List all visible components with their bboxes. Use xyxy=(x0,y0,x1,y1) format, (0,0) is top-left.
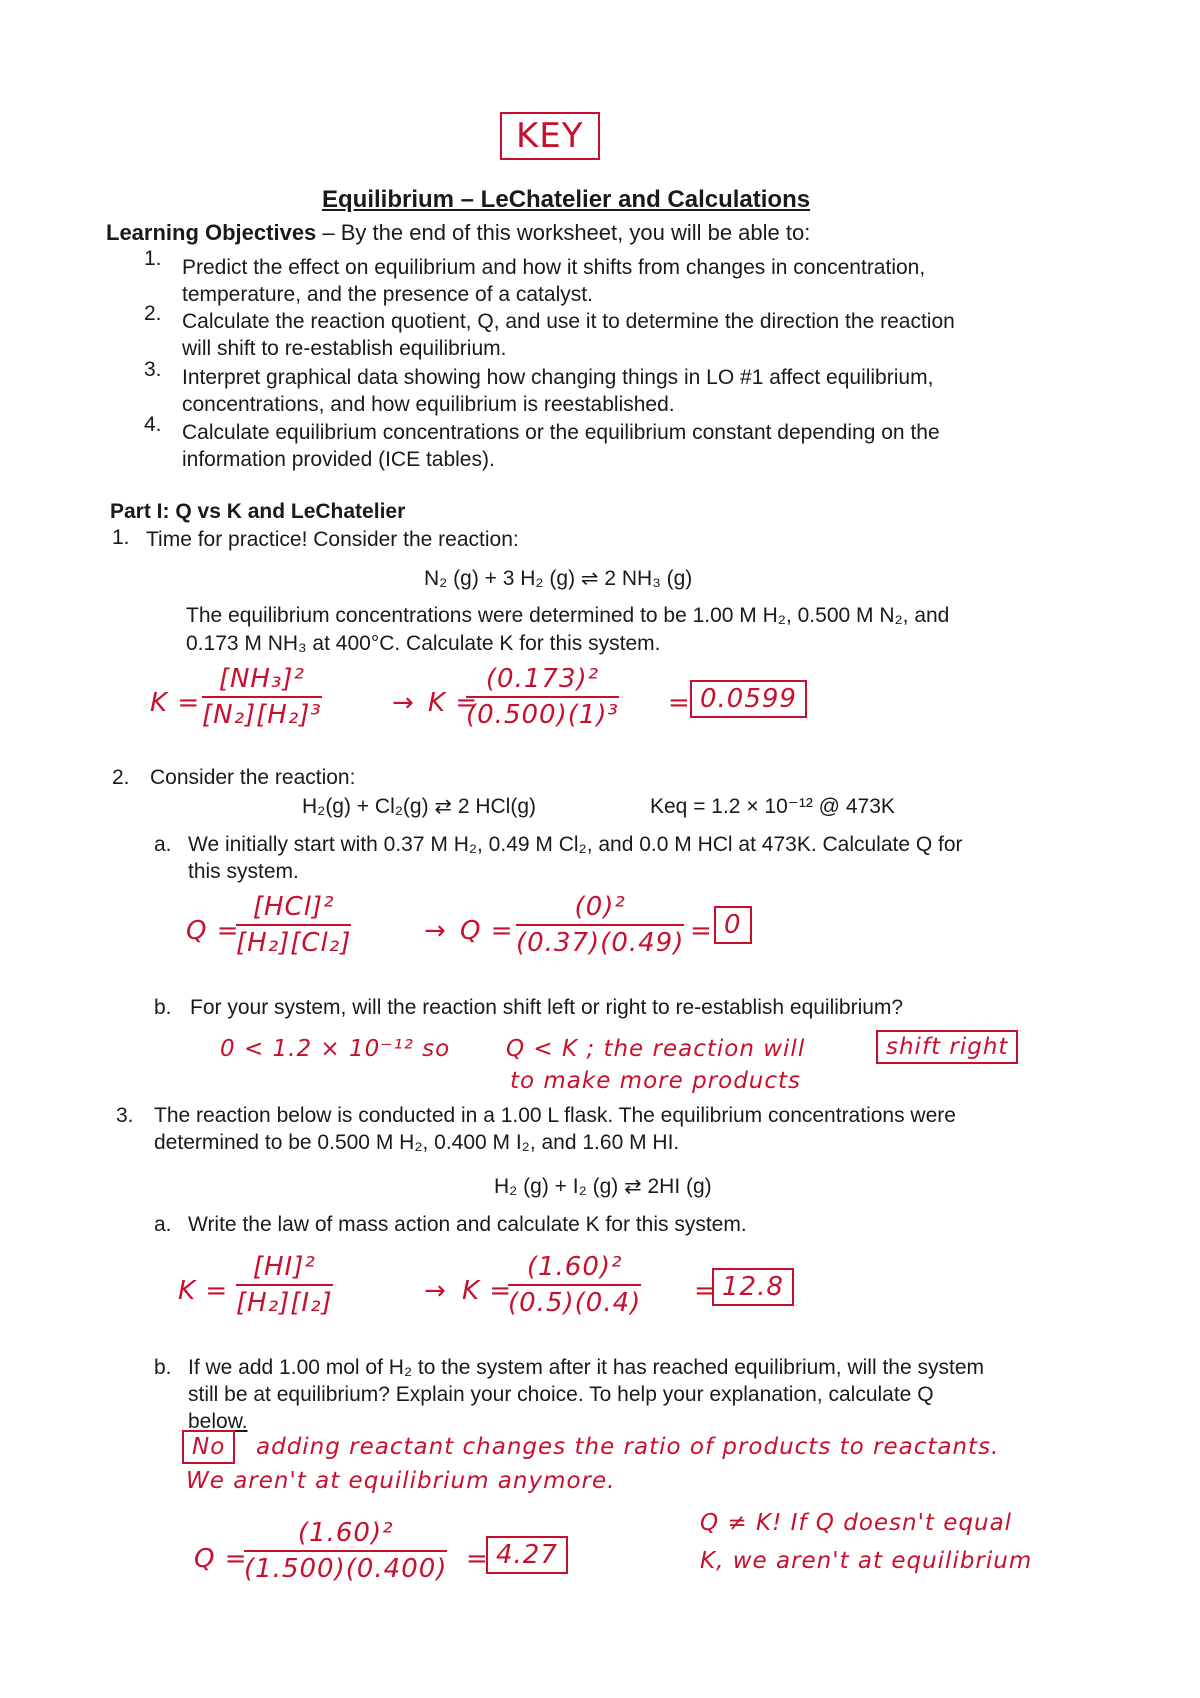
q3-num: 3. xyxy=(116,1104,134,1127)
q2-keq: Keq = 1.2 × 10⁻¹² @ 473K xyxy=(650,795,895,818)
q3b-q-result: 4.27 xyxy=(486,1536,568,1574)
q2a-label: a. xyxy=(154,833,172,856)
q2b-ans1: 0 < 1.2 × 10⁻¹² so xyxy=(220,1036,451,1062)
q3b-text1: If we add 1.00 mol of H₂ to the system after it has reached equilibrium, will the system xyxy=(188,1356,985,1379)
q3-reaction: H₂ (g) + I₂ (g) ⇄ 2HI (g) xyxy=(494,1175,712,1198)
objective-1-line1: Predict the effect on equilibrium and how it shifts from changes in concentration, xyxy=(182,256,926,279)
q3b-q-fraction xyxy=(244,1518,447,1584)
q2b-text: For your system, will the reaction shift left or right to re-establish equilibrium? xyxy=(190,996,904,1019)
q3a-ans-num2: (1.60)² xyxy=(508,1252,641,1286)
q3a-ans-k2: K = xyxy=(462,1276,513,1306)
page-title: Equilibrium – LeChatelier and Calculations xyxy=(322,186,811,213)
q3b-q-eq: = xyxy=(466,1544,489,1574)
objectives-intro: – By the end of this worksheet, you will be able to: xyxy=(316,220,811,245)
q2a-ans-fraction1 xyxy=(236,892,351,958)
q2a-ans-result: 0 xyxy=(714,906,752,944)
q3b-ans-box: No xyxy=(182,1430,235,1464)
q3b-ans2: We aren't at equilibrium anymore. xyxy=(186,1468,616,1494)
q3b-label: b. xyxy=(154,1356,172,1379)
q2a-text1: We initially start with 0.37 M H₂, 0.49 M Cl₂, and 0.0 M HCl at 473K. Calculate Q for xyxy=(188,833,963,856)
objective-2-line1: Calculate the reaction quotient, Q, and use it to determine the direction the reaction xyxy=(182,310,955,333)
q1-ans-lhs: K = xyxy=(150,688,201,718)
q1-prompt: Time for practice! Consider the reaction: xyxy=(146,528,519,551)
q3b-note1: Q ≠ K! If Q doesn't equal xyxy=(700,1510,1013,1536)
objectives-intro-line xyxy=(106,220,810,246)
objective-4-line1: Calculate equilibrium concentrations or the equilibrium constant depending on the xyxy=(182,421,940,444)
q1-ans-k2: K = xyxy=(428,688,479,718)
objective-1-num: 1. xyxy=(144,247,162,270)
q1-ans-num1: [NH₃]² xyxy=(202,664,322,698)
objective-4-num: 4. xyxy=(144,413,162,436)
q1-text1: The equilibrium concentrations were determined to be 1.00 M H₂, 0.500 M N₂, and xyxy=(186,604,950,627)
q3a-ans-fraction1 xyxy=(236,1252,333,1318)
q3b-text2: still be at equilibrium? Explain your choice. To help your explanation, calculate Q xyxy=(188,1383,934,1406)
q3a-ans-eq: = xyxy=(694,1276,717,1306)
q2b-label: b. xyxy=(154,996,172,1019)
q3a-ans-den2: (0.5)(0.4) xyxy=(508,1288,642,1318)
objective-4-line2: information provided (ICE tables). xyxy=(182,448,495,471)
q1-num: 1. xyxy=(112,526,130,549)
objective-3-line2: concentrations, and how equilibrium is reestablished. xyxy=(182,393,675,416)
q2-reaction: H₂(g) + Cl₂(g) ⇄ 2 HCl(g) xyxy=(302,795,537,818)
q2a-ans-fraction2 xyxy=(516,892,684,958)
key-stamp: KEY xyxy=(500,112,600,160)
objective-1-line2: temperature, and the presence of a catalyst. xyxy=(182,283,593,306)
q1-ans-fraction1 xyxy=(202,664,322,730)
q1-ans-den2: (0.500)(1)³ xyxy=(466,700,619,730)
q2a-ans-den1: [H₂][Cl₂] xyxy=(236,928,352,958)
part1-heading: Part I: Q vs K and LeChatelier xyxy=(110,500,406,523)
q1-ans-eq: = xyxy=(668,688,691,718)
q3a-text: Write the law of mass action and calculate K for this system. xyxy=(188,1213,747,1236)
q3b-text3: below. xyxy=(188,1410,248,1433)
q2a-ans-num2: (0)² xyxy=(516,892,684,926)
q3a-ans-fraction2 xyxy=(508,1252,641,1318)
objectives-heading: Learning Objectives xyxy=(106,220,317,245)
q1-ans-result: 0.0599 xyxy=(690,680,807,718)
q1-ans-fraction2 xyxy=(466,664,619,730)
q2a-text2: this system. xyxy=(188,860,299,883)
q1-text2: 0.173 M NH₃ at 400°C. Calculate K for this system. xyxy=(186,632,661,655)
q3-text1: The reaction below is conducted in a 1.00 L flask. The equilibrium concentrations were xyxy=(154,1104,956,1127)
q2b-ans3: to make more products xyxy=(510,1068,802,1094)
objective-2-line2: will shift to re-establish equilibrium. xyxy=(182,337,507,360)
q3b-q-den: (1.500)(0.400) xyxy=(244,1554,448,1584)
q2b-ans-box: shift right xyxy=(876,1030,1018,1064)
q1-reaction: N₂ (g) + 3 H₂ (g) ⇌ 2 NH₃ (g) xyxy=(424,567,693,590)
q2-num: 2. xyxy=(112,766,130,789)
objective-3-num: 3. xyxy=(144,358,162,381)
q2a-ans-eq: = xyxy=(690,916,713,946)
q3a-ans-num1: [HI]² xyxy=(236,1252,333,1286)
objective-2-num: 2. xyxy=(144,302,162,325)
q1-ans-den1: [N₂][H₂]³ xyxy=(202,700,322,730)
objective-3-line1: Interpret graphical data showing how changing things in LO #1 affect equilibrium, xyxy=(182,366,934,389)
q3a-ans-result: 12.8 xyxy=(712,1268,794,1306)
q2a-ans-q2: Q = xyxy=(460,916,514,946)
q3b-q-lhs: Q = xyxy=(194,1544,248,1574)
q3a-label: a. xyxy=(154,1213,172,1236)
q3a-ans-arrow: → xyxy=(424,1276,447,1306)
q3-text2: determined to be 0.500 M H₂, 0.400 M I₂, and 1.60 M HI. xyxy=(154,1131,680,1154)
q3b-q-num: (1.60)² xyxy=(244,1518,447,1552)
q1-ans-arrow: → xyxy=(392,688,415,718)
q3a-ans-lhs: K = xyxy=(178,1276,229,1306)
q2a-ans-num1: [HCl]² xyxy=(236,892,351,926)
q3a-ans-den1: [H₂][I₂] xyxy=(236,1288,333,1318)
q2a-ans-den2: (0.37)(0.49) xyxy=(516,928,685,958)
q2a-ans-arrow: → xyxy=(424,916,447,946)
q3b-ans1: adding reactant changes the ratio of products to reactants. xyxy=(256,1434,1000,1460)
q3b-note2: K, we aren't at equilibrium xyxy=(700,1548,1033,1574)
q2-prompt: Consider the reaction: xyxy=(150,766,356,789)
q2a-ans-lhs: Q = xyxy=(186,916,240,946)
q2b-ans2: Q < K ; the reaction will xyxy=(506,1036,806,1062)
q1-ans-num2: (0.173)² xyxy=(466,664,619,698)
